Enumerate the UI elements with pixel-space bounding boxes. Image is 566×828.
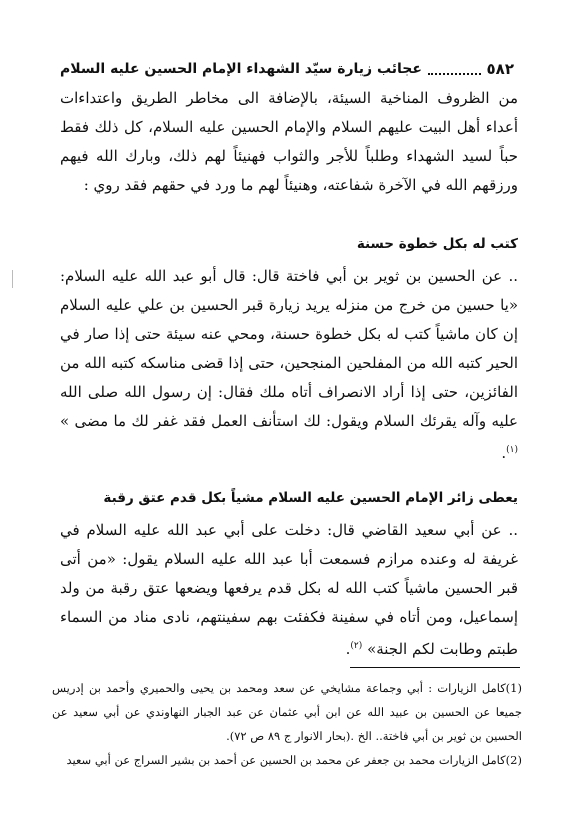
- section2-body: .. عن أبي سعيد القاضي قال: دخلت على أبي عبد الله عليه السلام في غريفة له وعنده مرازم فسمعت أبا عبد الله عليه السلام يقول: «من أتى قبر الحسين ماشياً كتب الله له بكل قدم يرفعها ويضعها عتق رقبة من ولد إسماعيل، ومن أتاه في سفينة فكفئت بهم سفينتهم، نادى مناد من السماء طبتم وطابت لكم الجنة» $^{(٢)}$.: [60, 521, 518, 658]
- section1-text: .. عن الحسين بن ثوير بن أبي فاختة قال: قال أبو عبد الله عليه السلام: «يا حسين من خرج من منزله يريد زيارة قبر الحسين بن علي عليه السلام إن كان ماشياً كتب له بكل خطوة حسنة، ومحي عنه سيئة حتى إذا صار في الحير كتبه الله من المفلحين المنجحين، حتى إذا قضى مناسكه كتبه الله من الفائزين، حتى إذا أراد الانصراف أتاه ملك فقال: إن رسول الله صلى الله عليه وآله يقرئك السلام ويقول: لك استأنف العمل فقد غفر لك ما مضى »: [60, 267, 518, 430]
- footnote-2-text: كامل الزيارات محمد بن جعفر عن محمد بن الحسين عن أحمد بن بشير السراج عن أبي سعيد: [66, 753, 506, 767]
- footnote-rule: [350, 667, 520, 668]
- margin-mark: [12, 270, 13, 288]
- section1-paragraph: [60, 262, 518, 468]
- intro-text: من الظروف المناخية السيئة، بالإضافة الى مخاطر الطريق واعتداءات أعداء أهل البيت عليهم السلام والإمام الحسين عليه السلام، كل ذلك فقط حباً لسيد الشهداء وطلباً للأجر والثواب فهنيئاً لهم ذلك، وبارك الله فيهم ورزقهم الله في الآخرة شفاعته، وهنيئاً لهم ما ورد في حقهم فقد روي :: [60, 89, 518, 194]
- footnote-ref-2: (٢): [350, 641, 363, 651]
- header-title: عجائب زيارة سيّد الشهداء الإمام الحسين عليه السلام: [60, 61, 422, 77]
- footnote-2-marker: (2): [505, 753, 522, 767]
- footnote-ref-1: (١): [506, 445, 518, 455]
- footnote-2: [52, 748, 522, 772]
- footnotes: [52, 676, 522, 772]
- intro-paragraph: [60, 84, 518, 200]
- header-dot-leader: [428, 63, 481, 75]
- footnote-1-marker: (1): [505, 681, 522, 695]
- running-header: [60, 56, 514, 82]
- footnote-1: [52, 676, 522, 748]
- section1-body: .. عن الحسين بن ثوير بن أبي فاختة قال: قال أبو عبد الله عليه السلام: «يا حسين من خرج من منزله يريد زيارة قبر الحسين بن علي عليه السلام إن كان ماشياً كتب له بكل خطوة حسنة، ومحي عنه سيئة حتى إذا صار في الحير كتبه الله من المفلحين المنجحين، حتى إذا قضى مناسكه كتبه الله من الفائزين، حتى إذا أراد الانصراف أتاه ملك فقال: إن رسول الله صلى الله عليه وآله يقرئك السلام ويقول: لك استأنف العمل فقد غفر لك ما مضى » $^{(١)}$.: [60, 267, 518, 462]
- footnote-1-text: كامل الزيارات : أبي وجماعة مشايخي عن سعد ومحمد بن يحيى والحميري وأحمد بن إدريس جميعا عن الحسين بن عبيد الله عن ابن أبي عثمان عن عبد الجبار النهاوندي عن أبي سعيد عن الحسين بن ثوير بن أبي فاختة.. الخ .(بحار الانوار ج ٨٩ ص ٧٢).: [52, 681, 522, 743]
- section2-text: .. عن أبي سعيد القاضي قال: دخلت على أبي عبد الله عليه السلام في غريفة له وعنده مرازم فسمعت أبا عبد الله عليه السلام يقول: «من أتى قبر الحسين ماشياً كتب الله له بكل قدم يرفعها ويضعها عتق رقبة من ولد إسماعيل، ومن أتاه في سفينة فكفئت بهم سفينتهم، نادى مناد من السماء طبتم وطابت لكم الجنة»: [60, 521, 518, 658]
- section-heading-1: كتب له بكل خطوة حسنة: [356, 236, 518, 252]
- section2-paragraph: [60, 516, 518, 664]
- page-number: ٥٨٢: [486, 60, 514, 78]
- section-heading-2: يعطى زائر الإمام الحسين عليه السلام مشياً بكل قدم عتق رقبة: [103, 490, 518, 506]
